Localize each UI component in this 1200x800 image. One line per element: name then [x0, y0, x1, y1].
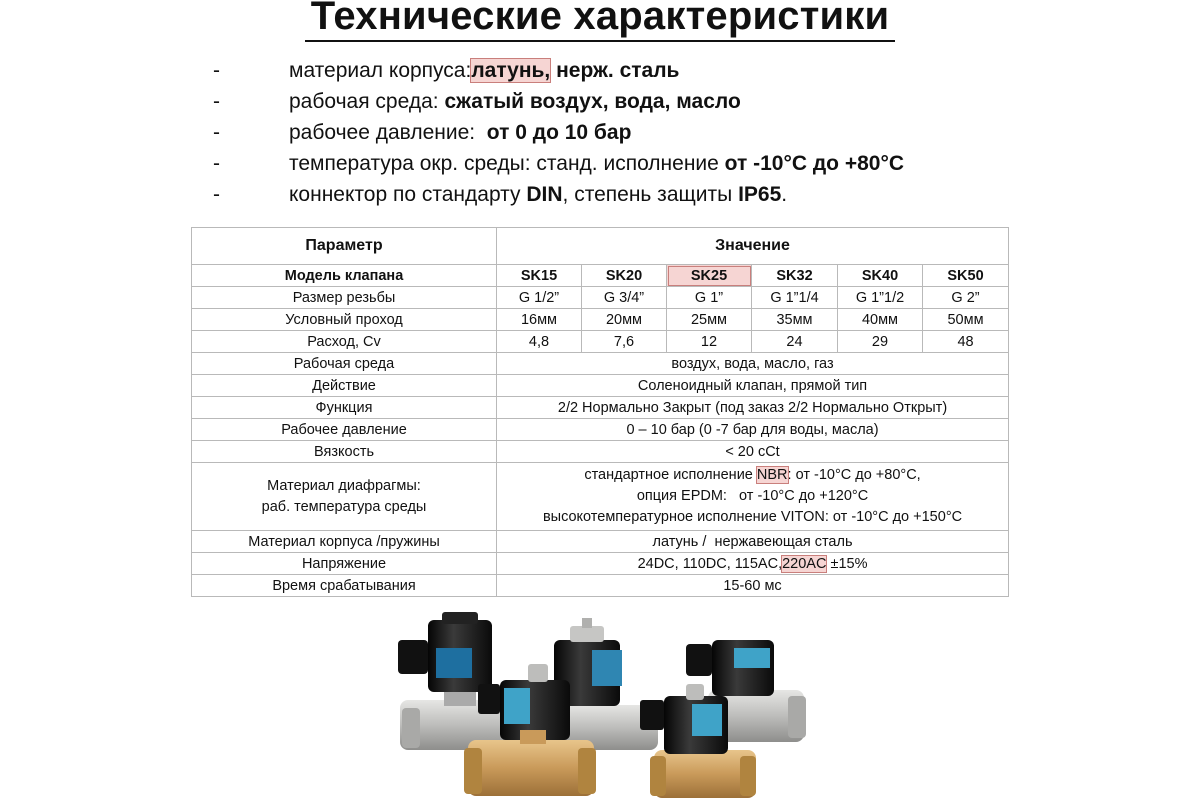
table-cell: 4,8	[497, 331, 582, 353]
feature-bold: DIN	[526, 183, 563, 206]
table-cell: < 20 cCt	[497, 441, 1009, 463]
table-cell: G 1/2”	[497, 287, 582, 309]
table-cell: 12	[667, 331, 752, 353]
table-cell: 16мм	[497, 309, 582, 331]
feature-text: температура окр. среды: станд. исполнение	[289, 152, 725, 175]
product-photo	[378, 600, 822, 800]
table-cell: 2/2 Нормально Закрыт (под заказ 2/2 Нормально Открыт)	[497, 397, 1009, 419]
feature-bold: от 0 до 10 бар	[486, 121, 632, 144]
table-cell: G 1”1/2	[838, 287, 923, 309]
row-label: Время срабатывания	[192, 575, 497, 597]
table-row-diaphragm	[192, 463, 1009, 531]
row-label	[192, 463, 497, 531]
valve-label	[436, 648, 472, 678]
feature-bold: от -10°С до +80°С	[724, 152, 905, 175]
table-cell: 24	[752, 331, 838, 353]
cell-text: : от -10°С до +80°С,	[787, 467, 921, 483]
table-cell: Соленоидный клапан, прямой тип	[497, 375, 1009, 397]
table-row	[192, 575, 1009, 597]
table-row	[192, 353, 1009, 375]
cell-text: стандартное исполнение	[584, 467, 757, 483]
table-row	[192, 287, 1009, 309]
feature-text: .	[781, 183, 788, 206]
feature-bold: нерж. сталь	[550, 59, 680, 82]
row-label: Функция	[192, 397, 497, 419]
title-underline	[305, 40, 895, 42]
bullet-dash: -	[213, 121, 220, 144]
row-label-line: раб. температура среды	[261, 498, 427, 515]
table-row	[192, 553, 1009, 575]
table-cell: 35мм	[752, 309, 838, 331]
cell-text: 24DC, 110DC, 115AC,	[637, 555, 783, 572]
table-cell: воздух, вода, масло, газ	[497, 353, 1009, 375]
model-cell: SK15	[497, 265, 582, 287]
model-cell: SK50	[923, 265, 1009, 287]
feature-bold: сжатый воздух, вода, масло	[444, 90, 741, 113]
table-cell: 50мм	[923, 309, 1009, 331]
table-cell: 15-60 мс	[497, 575, 1009, 597]
bullet-dash: -	[213, 183, 220, 206]
bullet-dash: -	[213, 90, 220, 113]
row-label: Условный проход	[192, 309, 497, 331]
diaphragm-line: опция EPDM: от -10°С до +120°С	[636, 488, 869, 504]
spec-table	[191, 227, 1009, 597]
feature-bold: IP65	[738, 183, 782, 206]
table-cell: 7,6	[582, 331, 667, 353]
valve-label	[504, 688, 530, 724]
model-cell: SK20	[582, 265, 667, 287]
table-cell: G 1”1/4	[752, 287, 838, 309]
bullet-dash: -	[213, 152, 220, 175]
feature-text: материал корпуса:	[289, 59, 472, 82]
row-label: Материал корпуса /пружины	[192, 531, 497, 553]
table-row	[192, 331, 1009, 353]
table-row	[192, 531, 1009, 553]
table-cell: 29	[838, 331, 923, 353]
table-row	[192, 419, 1009, 441]
table-cell: 20мм	[582, 309, 667, 331]
table-cell: G 3/4”	[582, 287, 667, 309]
row-label-line: Материал диафрагмы:	[267, 477, 421, 494]
feature-text: коннектор по стандарту	[289, 183, 527, 206]
cell-highlight: 220AC	[782, 555, 827, 572]
table-cell: G 2”	[923, 287, 1009, 309]
cell-text: ±15%	[826, 555, 868, 572]
table-cell: 40мм	[838, 309, 923, 331]
table-row	[192, 397, 1009, 419]
table-row	[192, 441, 1009, 463]
row-label: Рабочее давление	[192, 419, 497, 441]
bullet-dash: -	[213, 59, 220, 82]
table-cell: 0 – 10 бар (0 -7 бар для воды, масла)	[497, 419, 1009, 441]
cell-highlight: NBR	[756, 467, 788, 483]
row-label: Действие	[192, 375, 497, 397]
feature-highlight: латунь,	[471, 59, 551, 82]
table-row	[192, 375, 1009, 397]
table-cell: 48	[923, 331, 1009, 353]
feature-text: , степень защиты	[562, 183, 739, 206]
row-label: Рабочая среда	[192, 353, 497, 375]
valve-label	[592, 650, 622, 686]
model-cell-highlighted: SK25	[667, 265, 752, 287]
table-cell: латунь / нержавеющая сталь	[497, 531, 1009, 553]
page-title: Технические характеристики	[310, 0, 890, 38]
row-label: Вязкость	[192, 441, 497, 463]
table-cell: G 1”	[667, 287, 752, 309]
diaphragm-line: высокотемпературное исполнение VITON: от -10°С до +150°С	[542, 509, 963, 525]
diaphragm-line	[497, 465, 1008, 486]
table-cell	[497, 553, 1009, 575]
header-value: Значение	[497, 228, 1009, 265]
table-cell: 25мм	[667, 309, 752, 331]
row-label: Расход, Cv	[192, 331, 497, 353]
header-parameter: Параметр	[192, 228, 497, 265]
valve-label	[692, 704, 722, 736]
row-label: Напряжение	[192, 553, 497, 575]
model-cell: SK32	[752, 265, 838, 287]
row-label: Модель клапана	[192, 265, 497, 287]
table-header-row	[192, 228, 1009, 265]
feature-text: рабочее давление:	[289, 121, 487, 144]
table-cell	[497, 463, 1009, 531]
table-row	[192, 309, 1009, 331]
feature-text: рабочая среда:	[289, 90, 445, 113]
model-cell: SK40	[838, 265, 923, 287]
valve-label	[734, 648, 770, 668]
table-row-models	[192, 265, 1009, 287]
row-label: Размер резьбы	[192, 287, 497, 309]
